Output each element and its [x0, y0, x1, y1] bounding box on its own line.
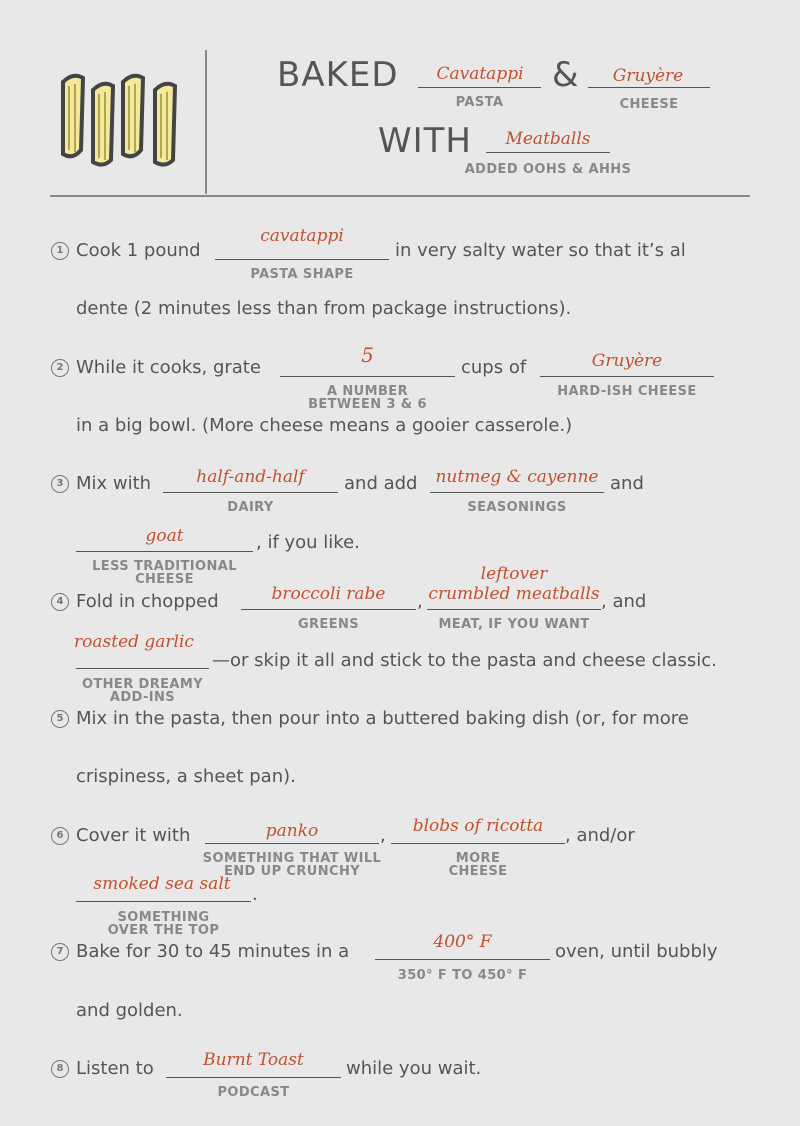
step4-answer2a: leftover	[480, 564, 548, 584]
step6-blank3	[76, 901, 251, 902]
answer-extra: Meatballs	[505, 129, 591, 149]
step-number-5: 5	[51, 710, 69, 728]
step3-text2: and add	[344, 473, 418, 494]
step4-blank1	[241, 609, 416, 610]
step1-answer: cavatappi	[260, 226, 344, 246]
pasta-illustration	[55, 68, 190, 173]
step4-blank3	[76, 668, 209, 669]
step3-text4: , if you like.	[256, 532, 360, 553]
step4-text4: —or skip it all and stick to the pasta and cheese classic.	[212, 650, 717, 671]
step-number-2: 2	[51, 359, 69, 377]
step8-caption: PODCAST	[217, 1085, 290, 1100]
step-number-7: 7	[51, 943, 69, 961]
blank-extra	[486, 152, 610, 153]
caption-pasta: PASTA	[455, 95, 504, 110]
step8-text1: Listen to	[76, 1058, 154, 1079]
step3-blank1	[163, 492, 338, 493]
caption-extra: ADDED OOHS & AHHS	[464, 162, 632, 177]
step4-text2: ,	[417, 591, 423, 612]
step-number-6: 6	[51, 827, 69, 845]
step6-caption2a: MORE	[455, 851, 501, 866]
step6-answer3: smoked sea salt	[93, 874, 231, 894]
step2-answer1: 5	[361, 343, 374, 367]
step6-caption3a: SOMETHING	[117, 910, 210, 925]
step4-caption3b: ADD-INS	[109, 690, 176, 705]
step7-text1: Bake for 30 to 45 minutes in a	[76, 941, 350, 962]
step8-blank	[166, 1077, 341, 1078]
step3-blank3	[76, 551, 253, 552]
step6-text4: .	[252, 884, 258, 905]
step4-blank2	[427, 609, 601, 610]
title-with: WITH	[378, 121, 472, 161]
step3-caption3b: CHEESE	[135, 572, 194, 587]
step7-text3: and golden.	[76, 1000, 183, 1021]
step6-answer1: panko	[265, 821, 319, 841]
step3-blank2	[430, 492, 604, 493]
step8-answer: Burnt Toast	[203, 1050, 304, 1070]
step4-answer2b: crumbled meatballs	[428, 584, 600, 604]
step6-text3: , and/or	[565, 825, 635, 846]
step3-answer1: half-and-half	[196, 467, 305, 487]
step2-blank2	[540, 376, 714, 377]
step1-caption: PASTA SHAPE	[250, 267, 354, 282]
step5-text1: Mix in the pasta, then pour into a buttered baking dish (or, for more	[76, 708, 689, 729]
header-divider-horizontal	[50, 195, 750, 197]
step2-text2: cups of	[461, 357, 527, 378]
step1-text2: in very salty water so that it’s al	[395, 240, 686, 261]
step8-text2: while you wait.	[346, 1058, 482, 1079]
step6-answer2: blobs of ricotta	[412, 816, 544, 836]
step6-text2: ,	[380, 825, 386, 846]
step6-text1: Cover it with	[76, 825, 191, 846]
step7-blank	[375, 959, 550, 960]
step2-text1: While it cooks, grate	[76, 357, 261, 378]
title-baked: BAKED	[277, 55, 399, 95]
step6-caption1b: END UP CRUNCHY	[223, 864, 361, 879]
answer-cheese: Gruyère	[612, 66, 684, 86]
step3-answer3: goat	[145, 526, 184, 546]
step3-caption3a: LESS TRADITIONAL	[92, 559, 237, 574]
step2-text3: in a big bowl. (More cheese means a gooier casserole.)	[76, 415, 573, 436]
step5-text2: crispiness, a sheet pan).	[76, 766, 296, 787]
title-amp: &	[552, 55, 580, 95]
step-number-4: 4	[51, 593, 69, 611]
step4-answer3: roasted garlic	[74, 632, 194, 652]
blank-cheese	[588, 87, 710, 88]
step3-text1: Mix with	[76, 473, 152, 494]
step6-caption3b: OVER THE TOP	[107, 923, 220, 938]
step6-caption1a: SOMETHING THAT WILL	[202, 851, 382, 866]
step2-caption2: HARD-ISH CHEESE	[557, 384, 697, 399]
step3-text3: and	[610, 473, 644, 494]
step4-text1: Fold in chopped	[76, 591, 219, 612]
step6-blank2	[391, 843, 565, 844]
caption-cheese: CHEESE	[619, 97, 679, 112]
step4-caption1: GREENS	[297, 617, 360, 632]
step-number-1: 1	[51, 242, 69, 260]
step3-answer2: nutmeg & cayenne	[435, 467, 599, 487]
answer-pasta: Cavatappi	[436, 64, 524, 84]
step-number-8: 8	[51, 1060, 69, 1078]
step2-answer2: Gruyère	[591, 351, 663, 371]
header-divider-vertical	[205, 50, 207, 194]
step6-caption2b: CHEESE	[448, 864, 508, 879]
step7-answer: 400° F	[433, 932, 492, 952]
step4-text3: , and	[601, 591, 647, 612]
step3-caption2: SEASONINGS	[467, 500, 567, 515]
step-number-3: 3	[51, 475, 69, 493]
blank-pasta	[418, 87, 541, 88]
step2-caption1b: BETWEEN 3 & 6	[308, 397, 427, 412]
step1-blank	[215, 259, 389, 260]
step4-caption3a: OTHER DREAMY	[81, 677, 204, 692]
step4-caption2: MEAT, IF YOU WANT	[438, 617, 590, 632]
step7-text2: oven, until bubbly	[555, 941, 718, 962]
step3-caption1: DAIRY	[227, 500, 274, 515]
step1-text1: Cook 1 pound	[76, 240, 201, 261]
step4-answer1: broccoli rabe	[271, 584, 386, 604]
step6-blank1	[205, 843, 379, 844]
step2-caption1a: A NUMBER	[327, 384, 408, 399]
step2-blank1	[280, 376, 455, 377]
step1-text3: dente (2 minutes less than from package instructions).	[76, 298, 572, 319]
step7-caption: 350° F TO 450° F	[397, 968, 528, 983]
